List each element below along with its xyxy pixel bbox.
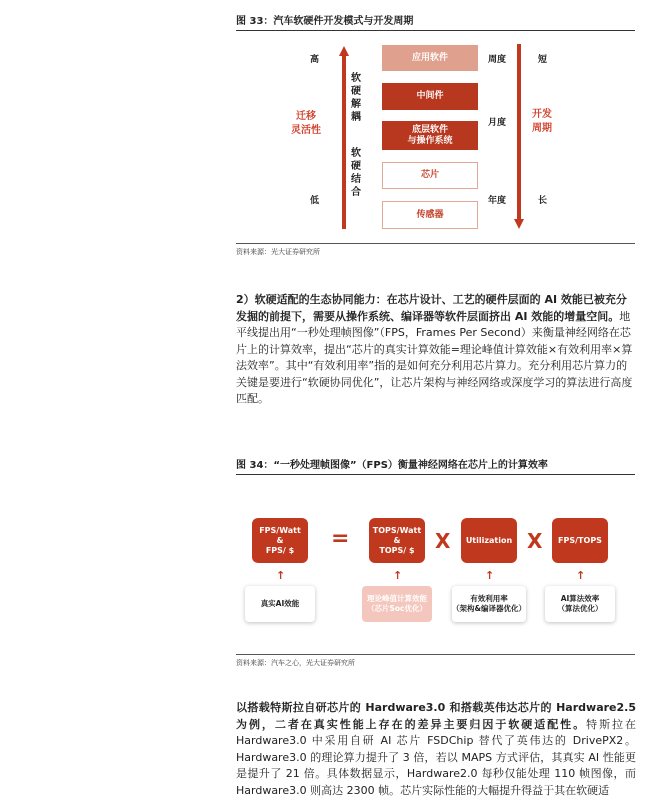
paragraph-tesla-body: 特斯拉在 Hardware3.0 中采用自研 AI 芯片 FSDChip 替代了英伟达的 DrivePX2。Hardware3.0 的理论算力提升了 3 倍，若以 MAPS 方式评估，其真实 AI 性能更是提升了 21 倍。具体数据显示，Hardware2.0 每秒仅能处理 110 帧图像，而 Hardware3.0 则高达 2300 帧。芯片实际性能的大幅提升得益于其在软硬适 bbox=[236, 717, 637, 797]
weekly-label: 周度 bbox=[488, 55, 507, 65]
yearly-label: 年度 bbox=[488, 196, 507, 206]
layer-base-software-line1: 底层软件 bbox=[411, 124, 448, 135]
figure-34-source: 资料来源：汽车之心，光大证券研究所 bbox=[236, 654, 635, 668]
down-arrow-shaft bbox=[517, 44, 521, 220]
short-label: 短 bbox=[538, 55, 548, 65]
dev-cycle-label bbox=[524, 108, 560, 136]
decouple-label: 软硬解耦 bbox=[351, 73, 361, 123]
fps-box-line3: FPS/ $ bbox=[265, 545, 295, 555]
dev-cycle-line1: 开发 bbox=[532, 109, 552, 120]
utilization-desc-line2: （架构&编译器优化） bbox=[452, 604, 527, 613]
fps-box bbox=[252, 518, 308, 563]
theoretical-peak-box bbox=[362, 586, 432, 622]
arrow-up-icon-1: ↑ bbox=[276, 569, 286, 582]
algorithm-efficiency-box bbox=[545, 586, 615, 622]
utilization-desc-line1: 有效利用率 bbox=[470, 594, 508, 603]
times-sign-2: X bbox=[527, 529, 543, 553]
figure-33-title: 图 33：汽车软硬件开发模式与开发周期 bbox=[236, 12, 635, 31]
utilization-desc-box bbox=[452, 586, 526, 622]
paragraph-tesla bbox=[236, 700, 636, 799]
low-label: 低 bbox=[310, 196, 320, 206]
fps-box-line1: FPS/Watt bbox=[259, 525, 301, 535]
up-arrow-shaft bbox=[342, 55, 346, 229]
times-sign-1: X bbox=[435, 529, 451, 553]
paragraph-ecosystem-lead: 2）软硬适配的生态协同能力：在芯片设计、工艺的硬件层面的 AI 效能已被充分发掘的前提下，需要从操作系统、编译器等软件层面挤出 AI 效能的增量空间。 bbox=[236, 293, 627, 323]
layer-middleware: 中间件 bbox=[382, 83, 478, 110]
figure-34-title: 图 34：“一秒处理帧图像”（FPS）衡量神经网络在芯片上的计算效率 bbox=[236, 456, 635, 475]
paragraph-ecosystem-body: 地平线提出用“一秒处理帧图像”（FPS，Frames Per Second）来衡量神经网络在芯片上的计算效率，提出“芯片的真实计算效能=理论峰值计算效能×有效利用率×算法效率”。其中“有效利用率”指的是如何充分利用芯片算力。充分利用芯片算力的关键是要进行“软硬协同优化”，让芯片架构与神经网络或深度学习的算法进行高度匹配。 bbox=[236, 309, 633, 405]
layer-chip: 芯片 bbox=[382, 162, 478, 189]
algorithm-efficiency-line1: AI算法效率 bbox=[560, 594, 600, 603]
long-label: 长 bbox=[538, 196, 548, 206]
monthly-label: 月度 bbox=[488, 118, 507, 128]
tops-box bbox=[369, 518, 425, 563]
arrow-up-icon-4: ↑ bbox=[576, 569, 586, 582]
fps-tops-box: FPS/TOPS bbox=[552, 518, 608, 563]
down-arrow-head-icon bbox=[514, 219, 524, 229]
utilization-box: Utilization bbox=[461, 518, 517, 563]
arrow-up-icon-2: ↑ bbox=[393, 569, 403, 582]
tops-box-line1: TOPS/Watt bbox=[372, 525, 422, 535]
arrow-up-icon-3: ↑ bbox=[485, 569, 495, 582]
migration-label-line1: 迁移 bbox=[296, 111, 316, 122]
migration-flexibility-label bbox=[282, 110, 330, 138]
fps-box-line2: & bbox=[276, 535, 284, 545]
layer-sensor: 传感器 bbox=[382, 201, 478, 229]
high-label: 高 bbox=[310, 55, 320, 65]
paragraph-ecosystem bbox=[236, 292, 636, 408]
layer-application-software: 应用软件 bbox=[382, 45, 478, 71]
dev-cycle-line2: 周期 bbox=[532, 123, 552, 134]
real-ai-efficiency-box: 真实AI效能 bbox=[245, 586, 315, 622]
figure-33-source: 资料来源：光大证券研究所 bbox=[236, 243, 635, 257]
tops-box-line3: TOPS/ $ bbox=[379, 545, 415, 555]
layer-base-software-os bbox=[382, 121, 478, 150]
migration-label-line2: 灵活性 bbox=[291, 125, 321, 136]
couple-label: 软硬结合 bbox=[351, 148, 361, 198]
theoretical-peak-line2: （芯片Soc优化） bbox=[367, 604, 427, 613]
tops-box-line2: & bbox=[393, 535, 401, 545]
algorithm-efficiency-line2: （算法优化） bbox=[557, 604, 603, 613]
equals-sign: = bbox=[331, 526, 350, 551]
layer-base-software-line2: 与操作系统 bbox=[407, 135, 453, 146]
paragraph-tesla-lead: 以搭载特斯拉自研芯片的 Hardware3.0 和搭载英伟达芯片的 Hardware2.5 为例，二者在真实性能上存在的差异主要归因于软硬适配性。 bbox=[236, 701, 636, 731]
theoretical-peak-line1: 理论峰值计算效能 bbox=[367, 594, 427, 603]
